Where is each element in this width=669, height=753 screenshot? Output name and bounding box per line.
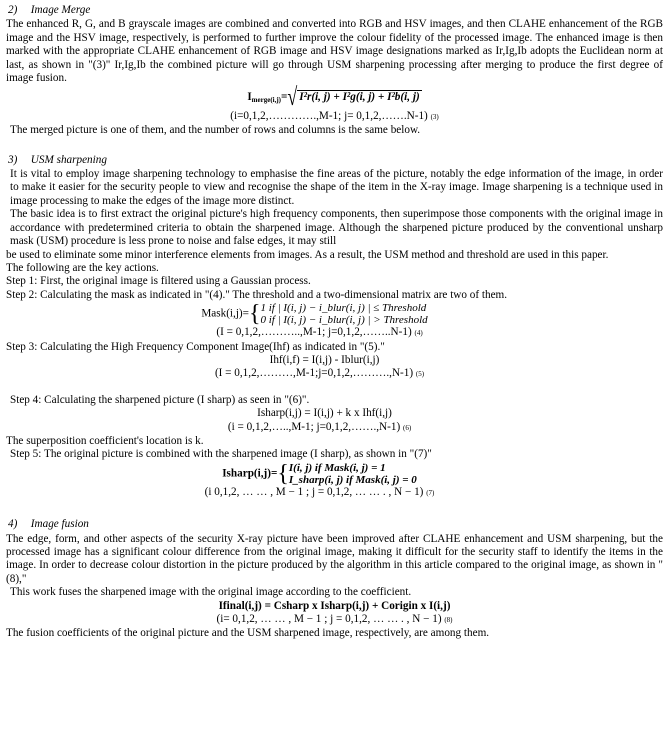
equation-8 xyxy=(6,600,663,613)
mask-cases xyxy=(261,302,428,326)
equation-5 xyxy=(0,354,663,367)
equation-index-4 xyxy=(0,326,663,340)
sharp-lhs: Isharp(i,j)= xyxy=(222,467,278,480)
equation-7 xyxy=(0,462,663,486)
equation-rhs: I²r(i, j) + I²g(i, j) + I²b(i, j) xyxy=(299,91,420,104)
step-3: Step 3: Calculating the High Frequency Component Image(Ihf) as indicated in "(5)." xyxy=(6,340,385,353)
mask-lhs: Mask(i,j)= xyxy=(201,307,249,320)
equation-body: Ifinal(i,j) = Csharp x Isharp(i,j) + Corigin x I(i,j) xyxy=(218,599,451,612)
equation-6 xyxy=(0,407,663,420)
step-2: Step 2: Calculating the mask as indicated in "(4)." The threshold and a two-dimensional matrix are two of them. xyxy=(6,288,508,301)
brace: { xyxy=(248,301,261,328)
paragraph: be used to eliminate some minor interference elements from images. As a result, the USM method and threshold are used in this paper. xyxy=(6,248,609,261)
section-heading-image-fusion xyxy=(6,518,663,531)
equation-4 xyxy=(0,302,663,326)
equation-lhs-sub: merge(i,j) xyxy=(251,96,282,105)
equation-tag: (6) xyxy=(402,423,412,432)
equation-body: Ihf(i,f) = I(i,j) - Iblur(i,j) xyxy=(269,353,380,366)
section-number: 3) xyxy=(8,153,18,166)
brace: { xyxy=(277,460,289,487)
sharp-case-1: I(i, j) if Mask(i, j) = 1 xyxy=(288,461,386,474)
index-range: (i=0,1,2,………….,M-1; j= 0,1,2,…….N-1) xyxy=(230,109,428,122)
equation-tag: (5) xyxy=(415,370,425,379)
paper-page xyxy=(6,4,663,641)
paragraph: It is vital to employ image sharpening technology to emphasise the fine areas of the picture, notably the edge information of the image, in order to make it easier for the security people to view and recognise the shape of the item in the X-ray image. Image sharpening is a technique used in image processing to make the edges of the image more distinct. xyxy=(10,168,663,207)
step-4: Step 4: Calculating the sharpened picture (I sharp) as seen in "(6)". xyxy=(10,393,310,406)
section-heading-image-merge xyxy=(6,4,663,17)
step-5: Step 5: The original picture is combined with the sharpened image (I sharp), as shown in "(7)" xyxy=(10,448,432,461)
equation-lhs: I xyxy=(247,91,252,104)
index-range: (i= 0,1,2, … … , M − 1 ; j = 0,1,2, … … . , N − 1) xyxy=(216,613,442,626)
equation-index-6 xyxy=(0,421,663,435)
paragraph: The following are the key actions. xyxy=(6,261,159,274)
paragraph: The edge, form, and other aspects of the security X-ray picture have been improved after CLAHE enhancement and USM sharpening, but the processed image has a significant colour difference from the original image, making it difficult for the security staff to identify the items in the image. In order to decrease colour distortion in the picture produced by the algorithm in this article compared to the original image, as shown in "(8)," xyxy=(6,532,663,585)
section-number: 4) xyxy=(8,518,18,531)
equation-index-8 xyxy=(6,613,663,627)
equation-index-7 xyxy=(0,486,663,500)
equation-index-5 xyxy=(0,367,663,381)
sharp-cases xyxy=(289,462,417,486)
sharp-case-2: I_sharp(i, j) if Mask(i, j) = 0 xyxy=(288,473,417,486)
mask-case-1: 1 if | I(i, j) − i_blur(i, j) | ≤ Threshold xyxy=(260,302,427,315)
step-1: Step 1: First, the original image is filtered using a Gaussian process. xyxy=(6,275,311,288)
section-title: Image fusion xyxy=(30,518,89,531)
equation-3: $I_{merge(i,j)}=√$ I²r(i, j) + I²g(i, j) + I²b(i, j) xyxy=(247,83,420,112)
section-title: USM sharpening xyxy=(30,153,107,166)
section-title: Image Merge xyxy=(30,4,91,16)
paragraph: The fusion coefficients of the original picture and the USM sharpened image, respectively, are among them. xyxy=(6,627,490,640)
equation-index-3 xyxy=(6,110,663,124)
equation-body: Isharp(i,j) = I(i,j) + k x Ihf(i,j) xyxy=(257,407,392,420)
index-range: (I = 0,1,2,………,M-1;j=0,1,2,……….,N-1) xyxy=(214,367,414,380)
section-heading-usm-sharpening xyxy=(6,154,663,167)
sqrt-symbol: √ xyxy=(287,83,298,112)
equation-tag: (7) xyxy=(426,488,435,497)
paragraph: The merged picture is one of them, and the number of rows and columns is the same below. xyxy=(10,124,421,137)
equation-tag: (4) xyxy=(414,329,423,338)
section-number: 2) xyxy=(8,4,18,16)
paragraph: The superposition coefficient's location is k. xyxy=(6,434,204,447)
paragraph: The enhanced R, G, and B grayscale images are combined and converted into RGB and HSV images, and then CLAHE enhancement of the RGB image and the HSV image, respectively, is performed to further improve the colour fidelity of the processed image. The enhanced image is then marked with the appropriate CLAHE enhancement of RGB image and HSV image designations marked as Ir,Ig,Ib adopts the Euclidean norm at last, as shown in "(3)" Ir,Ig,Ib the combined picture will go through USM sharpening processing after merging to produce the first degree of image fusion. xyxy=(6,18,663,85)
equation-tag: (8) xyxy=(444,616,453,625)
equation-tag: (3) xyxy=(430,112,439,121)
index-range: (I = 0,1,2,………..,M-1; j=0,1,2,……..N-1) xyxy=(216,326,412,339)
paragraph: This work fuses the sharpened image with the original image according to the coefficient. xyxy=(10,586,412,599)
index-range: (i 0,1,2, … … , M − 1 ; j = 0,1,2, … … . , N − 1) xyxy=(204,485,424,498)
mask-case-2: 0 if | I(i, j) − i_blur(i, j) | > Threshold xyxy=(260,314,428,327)
index-range: (i = 0,1,2,…..,M-1; j=0,1,2,…….,N-1) xyxy=(227,420,401,433)
paragraph: The basic idea is to first extract the original picture's high frequency components, then superimpose those components with the original image in accordance with predetermined criteria to obtain the sharpened image. Although the sharpened picture produced by the conventional unsharp mask (USM) procedure is less prone to noise and false edges, it may still xyxy=(10,208,663,248)
